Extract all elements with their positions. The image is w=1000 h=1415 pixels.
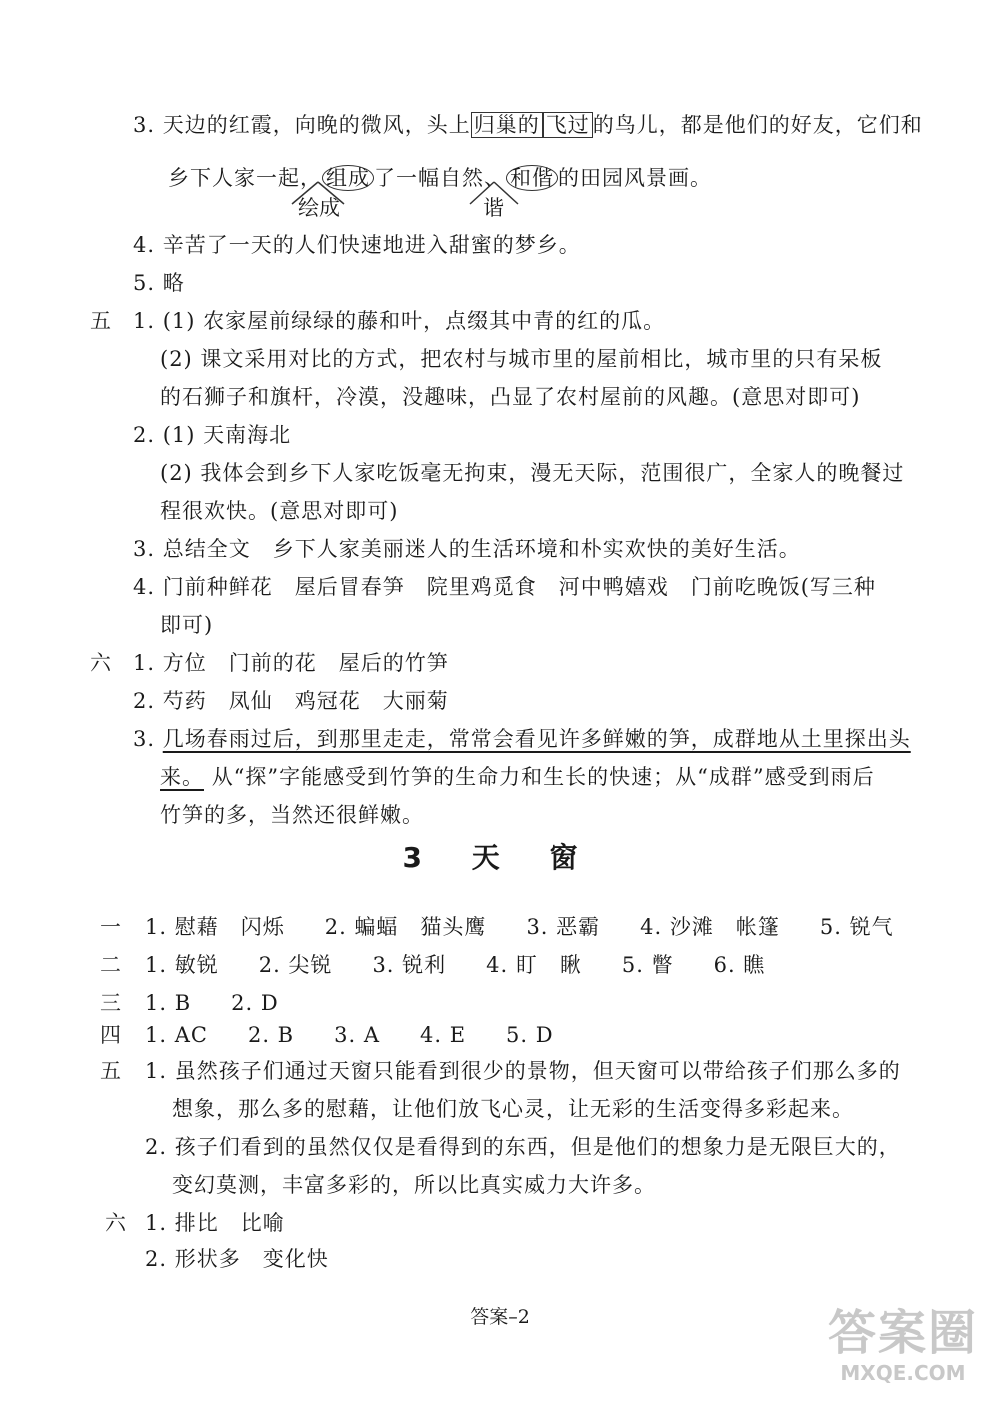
answer-line: (2) 课文采用对比的方式，把农村与城市里的屋前相比，城市里的只有呆板 (160, 347, 883, 371)
answer-line: 4. 辛苦了一天的人们快速地进入甜蜜的梦乡。 (133, 233, 581, 257)
text: 3. 锐利 (372, 953, 447, 977)
correction-marks (0, 0, 1000, 260)
text: 4. E (420, 1023, 467, 1047)
text: 1. AC (145, 1023, 208, 1047)
answer-line: 的石狮子和旗杆，冷漠，没趣味，凸显了农村屋前的风趣。(意思对即可) (160, 385, 861, 409)
answer-line: 想象，那么多的慰藉，让他们放飞心灵，让无彩的生活变得多彩起来。 (172, 1097, 854, 1121)
correction-word: 绘成 (298, 196, 340, 220)
boxed-word: 归巢的 (471, 112, 543, 138)
answer-line: 1. (1) 农家屋前绿绿的藤和叶，点缀其中青的红的瓜。 (133, 309, 666, 333)
watermark-text: 答案圈 (828, 1305, 979, 1361)
section-label: 六 (105, 1211, 126, 1235)
page-number: 答案–2 (470, 1306, 530, 1328)
section-label: 五 (100, 1059, 121, 1083)
answer-line: 5. 略 (133, 271, 185, 295)
lesson-title: 3 天 窗 (402, 841, 598, 874)
text: 1. 慰藉 闪烁 (145, 915, 285, 939)
answer-line: 1. 虽然孩子们通过天窗只能看到很少的景物，但天窗可以带给孩子们那么多的 (145, 1059, 901, 1083)
text: 3. 天边的红霞，向晚的微风，头上 (133, 113, 471, 137)
answer-line (145, 988, 279, 1018)
section-label: 一 (100, 915, 121, 939)
section-label: 五 (90, 309, 111, 333)
text: 的田园风景画。 (558, 166, 712, 190)
text: 3. 恶霸 (526, 915, 601, 939)
answer-line: 变幻莫测，丰富多彩的，所以比真实威力大许多。 (172, 1173, 656, 1197)
answer-line: 2. 芍药 凤仙 鸡冠花 大丽菊 (133, 689, 449, 713)
text: 乡下人家一起， (168, 166, 322, 190)
underlined-quote: 几场春雨过后，到那里走走，常常会看见许多鲜嫩的笋，成群地从土里探出头 (162, 727, 911, 751)
section-label: 四 (100, 1023, 121, 1047)
text: 了一幅自然、 (374, 166, 506, 190)
text: 1. B (145, 991, 192, 1015)
text: 2. D (231, 991, 279, 1015)
text: 5. D (506, 1023, 554, 1047)
text: 1. 敏锐 (145, 953, 219, 977)
answer-line: 程很欢快。(意思对即可) (160, 499, 399, 523)
answer-line (145, 912, 894, 942)
answer-line: 2. 形状多 变化快 (145, 1247, 329, 1271)
answer-line (145, 1020, 554, 1050)
text: 4. 盯 瞅 (486, 953, 582, 977)
text: 2. 蝙蝠 猫头鹰 (324, 915, 487, 939)
circled-word: 和偕 (506, 165, 558, 191)
boxed-word: 飞过 (543, 112, 593, 138)
answer-line (133, 724, 911, 754)
section-label: 六 (90, 651, 111, 675)
answer-line: 3. 总结全文 乡下人家美丽迷人的生活环境和朴实欢快的美好生活。 (133, 537, 801, 561)
text: 的鸟儿，都是他们的好友，它们和 (592, 113, 923, 137)
text: 从“探”字能感受到竹笋的生命力和生长的快速；从“成群”感受到雨后 (211, 765, 875, 789)
text: 4. 沙滩 帐篷 (640, 915, 780, 939)
circled-word: 组成 (322, 165, 374, 191)
section-label: 三 (100, 991, 121, 1015)
text: 5. 锐气 (819, 915, 894, 939)
text: 2. 尖锐 (258, 953, 333, 977)
answer-line (160, 762, 875, 792)
text: 3. A (334, 1023, 380, 1047)
watermark-logo (828, 1305, 978, 1401)
answer-line (145, 950, 765, 980)
answer-line: 竹笋的多，当然还很鲜嫩。 (160, 803, 424, 827)
text: 5. 瞥 (621, 953, 674, 977)
answer-line: 1. 方位 门前的花 屋后的竹笋 (133, 651, 449, 675)
answer-line: 2. 孩子们看到的虽然仅仅是看得到的东西，但是他们的想象力是无限巨大的， (145, 1135, 901, 1159)
answer-line: 4. 门前种鲜花 屋后冒春笋 院里鸡觅食 河中鸭嬉戏 门前吃晚饭(写三种 (133, 575, 876, 599)
answer-line: 1. 排比 比喻 (145, 1211, 285, 1235)
underlined-quote: 来。 (160, 765, 204, 789)
text: 2. B (247, 1023, 295, 1047)
section-label: 二 (100, 953, 121, 977)
answer-line: 即可) (160, 613, 214, 637)
answer-line: 2. (1) 天南海北 (133, 423, 292, 447)
text: 6. 瞧 (713, 953, 766, 977)
watermark-url: MXQE.COM (840, 1361, 966, 1385)
answer-line: (2) 我体会到乡下人家吃饭毫无拘束，漫无天际，范围很广，全家人的晚餐过 (160, 461, 905, 485)
correction-word: 谐 (483, 196, 504, 220)
text: 3. (133, 727, 156, 751)
